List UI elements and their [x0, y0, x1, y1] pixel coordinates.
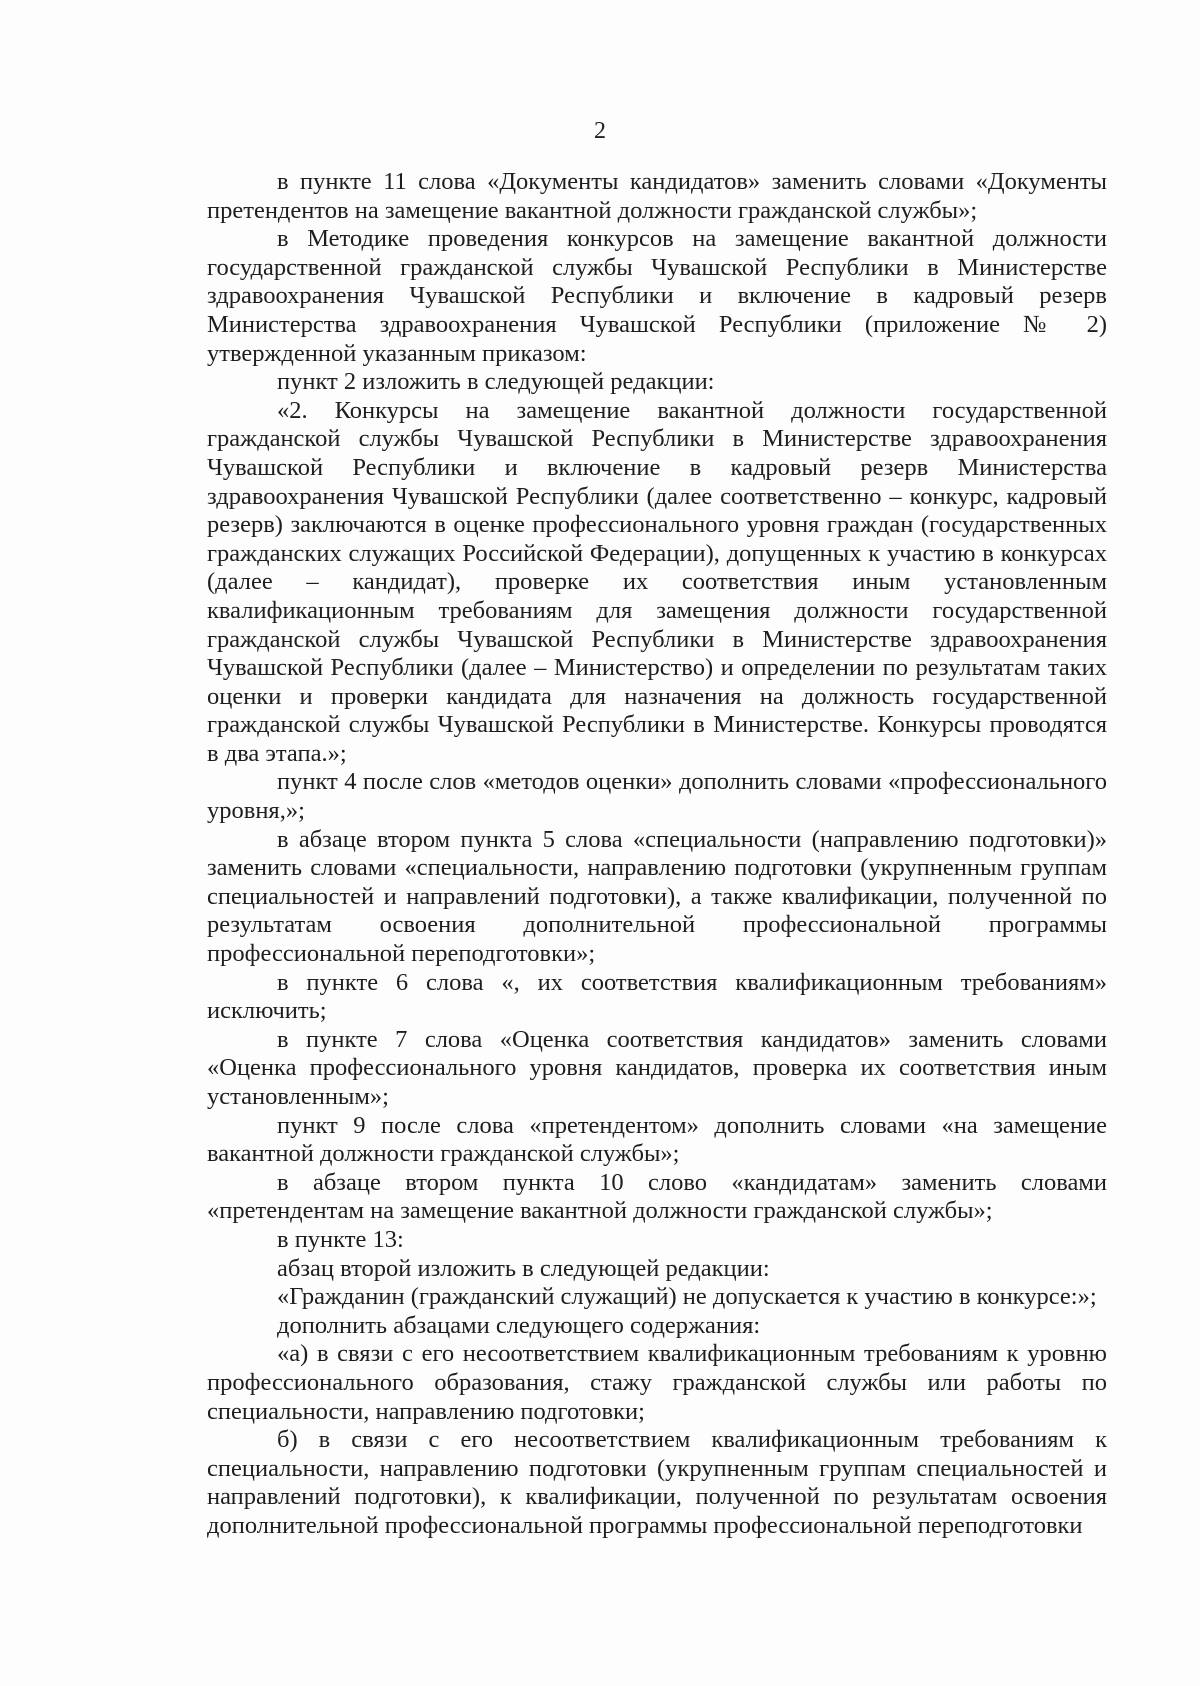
paragraph: «а) в связи с его несоответствием квалификационным требованиям к уровню профессионального образования, стажу гражданской службы или работы по специальности, направлению подготовки; [207, 1340, 1107, 1425]
paragraph: б) в связи с его несоответствием квалификационным требованиям к специальности, направлению подготовки (укрупненным группам специальностей и направлений подготовки), к квалификации, полученной по результатам освоения дополнительной профессиональной программы профессиональной переподготовки [207, 1426, 1107, 1539]
page-number: 2 [594, 118, 606, 144]
paragraph: в абзаце втором пункта 10 слово «кандидатам» заменить словами «претендентам на замещение вакантной должности гражданской службы»; [207, 1168, 1107, 1225]
paragraph: в пункте 7 слова «Оценка соответствия кандидатов» заменить словами «Оценка профессионального уровня кандидатов, проверка их соответствия иным установленным»; [207, 1025, 1107, 1110]
paragraph: в пункте 6 слова «, их соответствия квалификационным требованиям» исключить; [207, 968, 1107, 1025]
paragraph: «2. Конкурсы на замещение вакантной должности государственной гражданской службы Чувашской Республики в Министерстве здравоохранения Чувашской Республики и включение в кадровый резерв Министерства здравоохранения Чувашской Республики (далее соответственно – конкурс, кадровый резерв) заключаются в оценке профессионального уровня граждан (государственных гражданских служащих Российской Федерации), допущенных к участию в конкурсах (далее – кандидат), проверке их соответствия иным установленным квалификационным требованиям для замещения должности государственной гражданской службы Чувашской Республики в Министерстве здравоохранения Чувашской Республики (далее – Министерство) и определении по результатам таких оценки и проверки кандидата для назначения на должность государственной гражданской службы Чувашской Республики в Министерстве. Конкурсы проводятся в два этапа.»; [207, 396, 1107, 767]
paragraph: в пункте 11 слова «Документы кандидатов» заменить словами «Документы претендентов на замещение вакантной должности гражданской службы»; [207, 168, 1107, 224]
paragraph: в пункте 13: [277, 1225, 404, 1253]
paragraph: в Методике проведения конкурсов на замещение вакантной должности государственной гражданской службы Чувашской Республики в Министерстве здравоохранения Чувашской Республики и включение в кадровый резерв Министерства здравоохранения Чувашской Республики (приложение № 2) утвержденной указанным приказом: [207, 225, 1107, 367]
paragraph: пункт 9 после слова «претендентом» дополнить словами «на замещение вакантной должности гражданской службы»; [207, 1111, 1107, 1168]
paragraph: в абзаце втором пункта 5 слова «специальности (направлению подготовки)» заменить словами «специальности, направлению подготовки (укрупненным группам специальностей и направлений подготовки), а также квалификации, полученной по результатам освоения дополнительной профессиональной программы профессиональной переподготовки»; [207, 825, 1107, 968]
paragraph: абзац второй изложить в следующей редакции: [277, 1254, 770, 1282]
paragraph: «Гражданин (гражданский служащий) не допускается к участию в конкурсе:»; [277, 1283, 1097, 1311]
paragraph: дополнить абзацами следующего содержания: [277, 1311, 761, 1339]
paragraph: пункт 4 после слов «методов оценки» дополнить словами «профессионального уровня,»; [207, 768, 1107, 825]
paragraph: пункт 2 изложить в следующей редакции: [277, 368, 715, 396]
document-body [207, 168, 1107, 1541]
